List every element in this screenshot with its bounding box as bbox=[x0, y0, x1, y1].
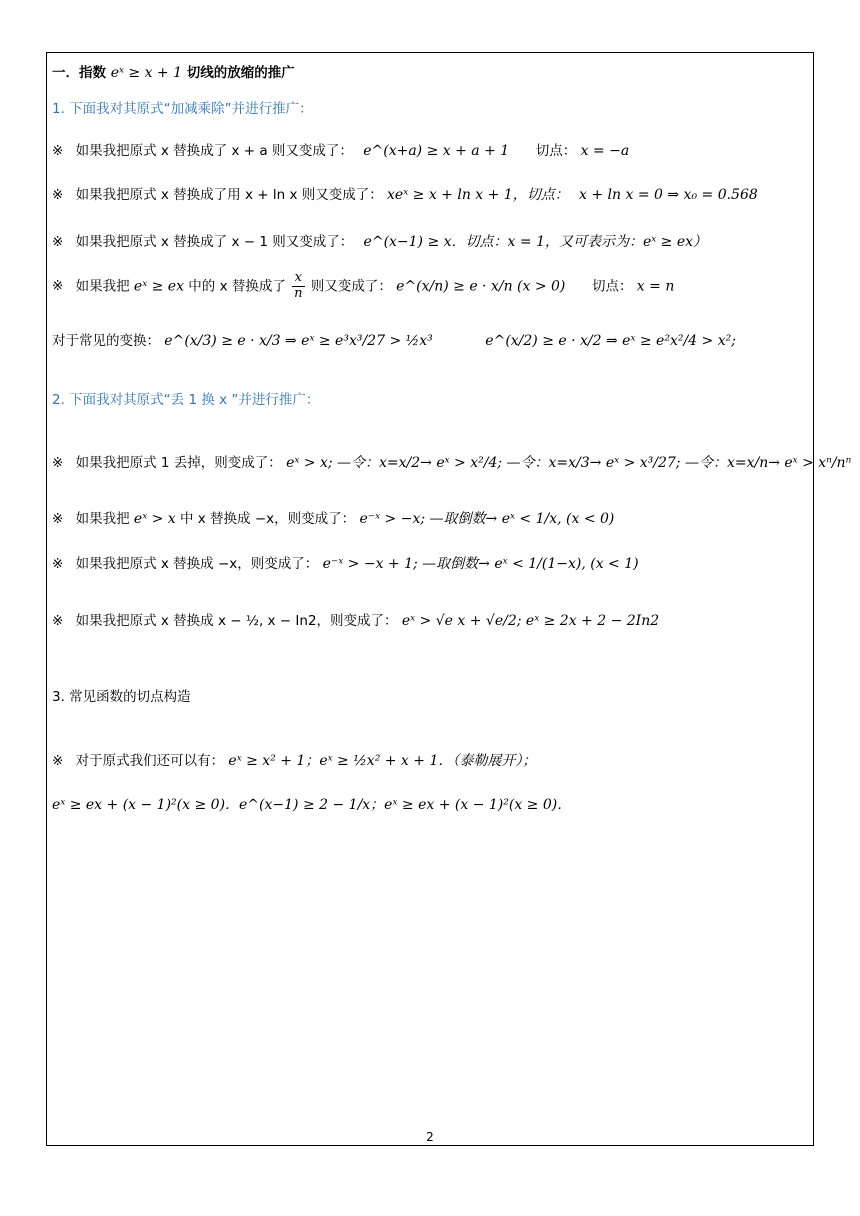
item-text: 如果我把原式 1 丢掉，则变成了： bbox=[75, 455, 282, 471]
page-frame bbox=[46, 52, 814, 1146]
section1-item-4 bbox=[52, 271, 674, 302]
tangent-formula: x = n bbox=[636, 278, 675, 295]
section1-item-3 bbox=[52, 235, 707, 250]
item-formula: eˣ ≥ ex + (x − 1)²(x ≥ 0)．e^(x−1) ≥ 2 − 1/x；eˣ ≥ ex + (x − 1)²(x ≥ 0)． bbox=[52, 797, 572, 813]
item-text: 如果我把原式 x 替换成 x − ½, x − In2，则变成了： bbox=[75, 613, 398, 629]
section2-item-2 bbox=[52, 512, 614, 527]
item-text: 中 x 替换成 −x，则变成了： bbox=[179, 511, 356, 527]
item-text: 如果我把 bbox=[75, 511, 130, 527]
reference-mark: ※ bbox=[52, 187, 64, 203]
common-formula-b: e^(x/2) ≥ e · x/2 ⇒ eˣ ≥ e²x²/4 > x²; bbox=[485, 333, 736, 349]
section1-heading: 1. 下面我对其原式“加减乘除”并进行推广： bbox=[52, 101, 313, 117]
reference-mark: ※ bbox=[52, 753, 64, 769]
section3-item-2 bbox=[52, 798, 571, 813]
fraction bbox=[292, 271, 304, 302]
common-formula-a: e^(x/3) ≥ e · x/3 ⇒ eˣ ≥ e³x³/27 > ½x³ bbox=[164, 333, 433, 349]
section3-heading: 3. 常见函数的切点构造 bbox=[52, 689, 191, 705]
reference-mark: ※ bbox=[52, 234, 64, 250]
reference-mark: ※ bbox=[52, 278, 64, 295]
section3-item-1 bbox=[52, 754, 536, 769]
reference-mark: ※ bbox=[52, 455, 64, 471]
item-formula: eˣ ≥ x² + 1；eˣ ≥ ½x² + x + 1．（泰勒展开）； bbox=[228, 753, 537, 769]
section2-item-3 bbox=[52, 557, 639, 572]
section2-heading: 2. 下面我对其原式“丢 1 换 x ”并进行推广： bbox=[52, 392, 320, 408]
reference-mark: ※ bbox=[52, 143, 64, 159]
title-prefix: 一．指数 bbox=[52, 65, 106, 81]
fraction-numerator: x bbox=[292, 271, 304, 287]
section1-item-1 bbox=[52, 144, 629, 159]
item-text: 如果我把原式 x 替换成了用 x + ln x 则又变成了： bbox=[75, 187, 383, 203]
page-number: 2 bbox=[426, 1130, 434, 1144]
reference-mark: ※ bbox=[52, 613, 64, 629]
item-text: 则又变成了： bbox=[310, 278, 392, 295]
item-formula: e^(x+a) ≥ x + a + 1 bbox=[363, 143, 510, 159]
item-formula: e⁻ˣ > −x + 1; —取倒数→ eˣ < 1/(1−x), (x < 1) bbox=[322, 556, 639, 572]
tangent-label: 切点： bbox=[535, 143, 577, 159]
item-formula: eˣ > √e x + √e/2; eˣ ≥ 2x + 2 − 2In2 bbox=[401, 613, 660, 629]
item-formula: eˣ ≥ ex bbox=[133, 278, 184, 295]
title-formula: eˣ ≥ x + 1 bbox=[110, 65, 183, 81]
tangent-formula: x + ln x = 0 ⇒ x₀ = 0.568 bbox=[579, 187, 758, 203]
item-text: 如果我把原式 x 替换成了 x − 1 则又变成了： bbox=[75, 234, 354, 250]
item-formula: e^(x/n) ≥ e · x/n (x > 0) bbox=[396, 278, 566, 295]
item-text: 对于原式我们还可以有： bbox=[75, 753, 225, 769]
item-text: 如果我把原式 x 替换成了 x + a 则又变成了： bbox=[75, 143, 353, 159]
section1-item-2 bbox=[52, 188, 758, 203]
item-text: 如果我把原式 x 替换成 −x，则变成了： bbox=[75, 556, 319, 572]
title-suffix: 切线的放缩的推广 bbox=[186, 65, 295, 81]
item-text: 如果我把 bbox=[75, 278, 130, 295]
section2-item-1 bbox=[52, 456, 851, 471]
item-formula: xeˣ ≥ x + ln x + 1，切点： bbox=[387, 187, 569, 203]
reference-mark: ※ bbox=[52, 556, 64, 572]
reference-mark: ※ bbox=[52, 511, 64, 527]
item-text: 中的 x 替换成了 bbox=[188, 278, 286, 295]
section2-item-4 bbox=[52, 614, 659, 629]
tangent-label: 切点： bbox=[592, 278, 633, 295]
item-formula: eˣ > x; —令：x=x/2→ eˣ > x²/4; —令：x=x/3→ eˣ > x³/27; —令：x=x/n→ eˣ > xⁿ/nⁿ bbox=[286, 455, 852, 471]
item-formula: e^(x−1) ≥ x．切点：x = 1，又可表示为：eˣ ≥ ex） bbox=[363, 234, 708, 250]
fraction-denominator: n bbox=[294, 285, 303, 301]
common-label: 对于常见的变换： bbox=[52, 333, 160, 349]
item-formula: eˣ > x bbox=[133, 511, 176, 527]
item-formula: e⁻ˣ > −x; —取倒数→ eˣ < 1/x, (x < 0) bbox=[359, 511, 615, 527]
tangent-formula: x = −a bbox=[580, 143, 630, 159]
common-transformations bbox=[52, 334, 736, 349]
page-title bbox=[52, 66, 295, 81]
